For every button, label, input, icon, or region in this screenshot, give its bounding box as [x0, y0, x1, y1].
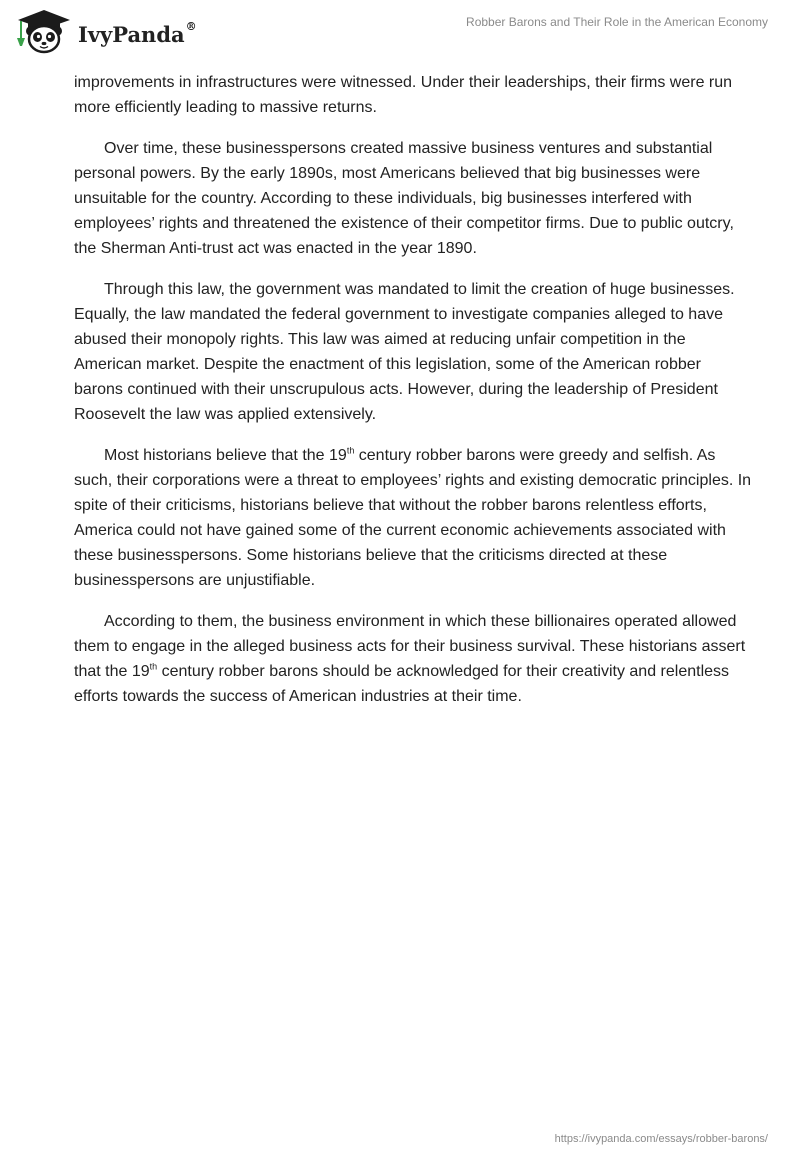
paragraph-text: Most historians believe that the 19 — [104, 447, 347, 464]
paragraph — [74, 609, 754, 709]
paragraph — [74, 443, 754, 593]
paragraph: Over time, these businesspersons created massive business ventures and substantial personal powers. By the early 1890s, most Americans believed that big businesses were unsuitable for the country. According to these individuals, big businesses interfered with employees’ rights and threatened the existence of their competitor firms. Due to public outcry, the Sherman Anti-trust act was enacted in the year 1890. — [74, 140, 734, 257]
paragraph: improvements in infrastructures were witnessed. Under their leaderships, their firms were run more efficiently leading to massive returns. — [74, 74, 733, 116]
page-header — [0, 0, 800, 70]
ordinal-suffix: th — [149, 661, 158, 672]
paragraph-text: According to them, the business environment in which these billionaires operated allowed them to engage in the alleged business acts for their business survival. These historians assert that the 19 — [74, 613, 746, 680]
essay-body — [74, 70, 754, 725]
paragraph: Through this law, the government was mandated to limit the creation of huge businesses. Equally, the law mandated the federal government to investigate companies alleged to have abused their monopoly rights. This law was aimed at reducing unfair competition in the American market. Despite the enactment of this legislation, some of the American robber barons continued with their unscrupulous acts. However, during the leadership of President Roosevelt the law was applied extensively. — [74, 281, 735, 423]
ivypanda-logo[interactable] — [14, 8, 204, 54]
registered-mark: ® — [185, 20, 197, 33]
document-title: Robber Barons and Their Role in the American Economy — [466, 15, 768, 29]
brand-name — [78, 22, 197, 47]
paragraph-text: century robber barons should be acknowledged for their creativity and relentless efforts towards the success of American industries at their time. — [74, 663, 730, 705]
source-url-link[interactable]: https://ivypanda.com/essays/robber-barons/ — [554, 1133, 768, 1145]
brand-text: IvyPanda — [78, 22, 185, 47]
ordinal-suffix: th — [346, 445, 355, 456]
panda-graduate-icon — [14, 8, 74, 54]
paragraph-text: century robber barons were greedy and selfish. As such, their corporations were a threat to employees’ rights and existing democratic principles. In spite of their criticisms, historians believe that without the robber barons relentless efforts, America could not have gained some of the current economic achievements associated with these businesspersons. Some historians believe that the criticisms directed at these businesspersons are unjustifiable. — [74, 447, 752, 589]
